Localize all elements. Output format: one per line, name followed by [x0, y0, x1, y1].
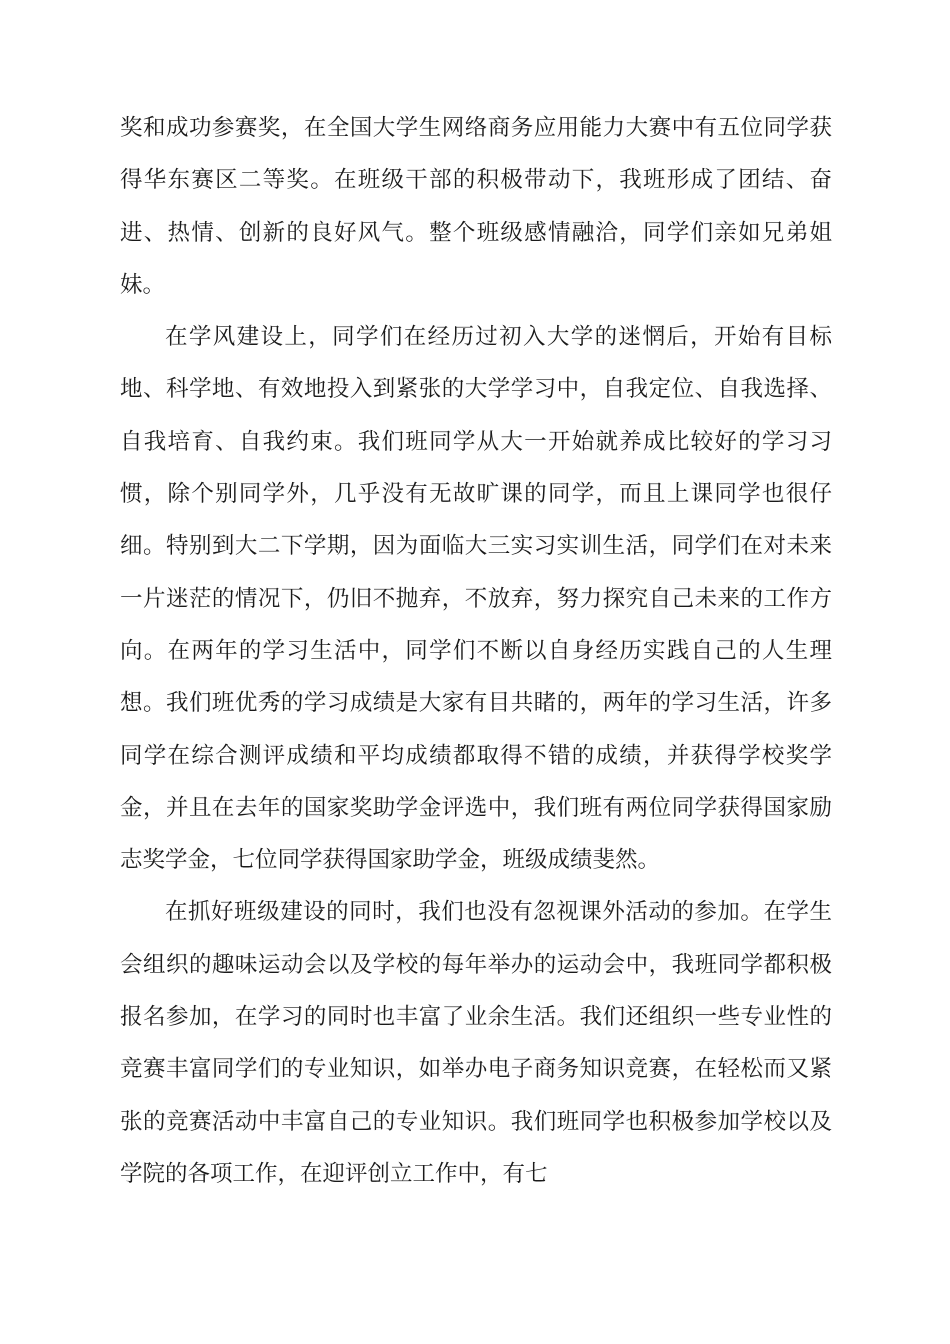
paragraph-3: 在抓好班级建设的同时，我们也没有忽视课外活动的参加。在学生会组织的趣味运动会以及学校的每年举办的运动会中，我班同学都积极报名参加，在学习的同时也丰富了业余生活。我们还组织一些专业性的竞赛丰富同学们的专业知识，如举办电子商务知识竞赛，在轻松而又紧张的竞赛活动中丰富自己的专业知识。我们班同学也积极参加学校以及学院的各项工作，在迎评创立工作中，有七 [120, 899, 832, 1187]
paragraph-2: 在学风建设上，同学们在经历过初入大学的迷惘后，开始有目标地、科学地、有效地投入到紧张的大学学习中，自我定位、自我选择、自我培育、自我约束。我们班同学从大一开始就养成比较好的学习习惯，除个别同学外，几乎没有无故旷课的同学，而且上课同学也很仔细。特别到大二下学期，因为面临大三实习实训生活，同学们在对未来一片迷茫的情况下，仍旧不抛弃，不放弃，努力探究自己未来的工作方向。在两年的学习生活中，同学们不断以自身经历实践自己的人生理想。我们班优秀的学习成绩是大家有目共睹的，两年的学习生活，许多同学在综合测评成绩和平均成绩都取得不错的成绩，并获得学校奖学金，并且在去年的国家奖助学金评选中，我们班有两位同学获得国家励志奖学金，七位同学获得国家助学金，班级成绩斐然。 [120, 324, 832, 874]
paragraph-1: 奖和成功参赛奖，在全国大学生网络商务应用能力大赛中有五位同学获得华东赛区二等奖。在班级干部的积极带动下，我班形成了团结、奋进、热情、创新的良好风气。整个班级感情融洽，同学们亲如兄弟姐妹。 [120, 115, 832, 298]
document-body [120, 102, 832, 1200]
